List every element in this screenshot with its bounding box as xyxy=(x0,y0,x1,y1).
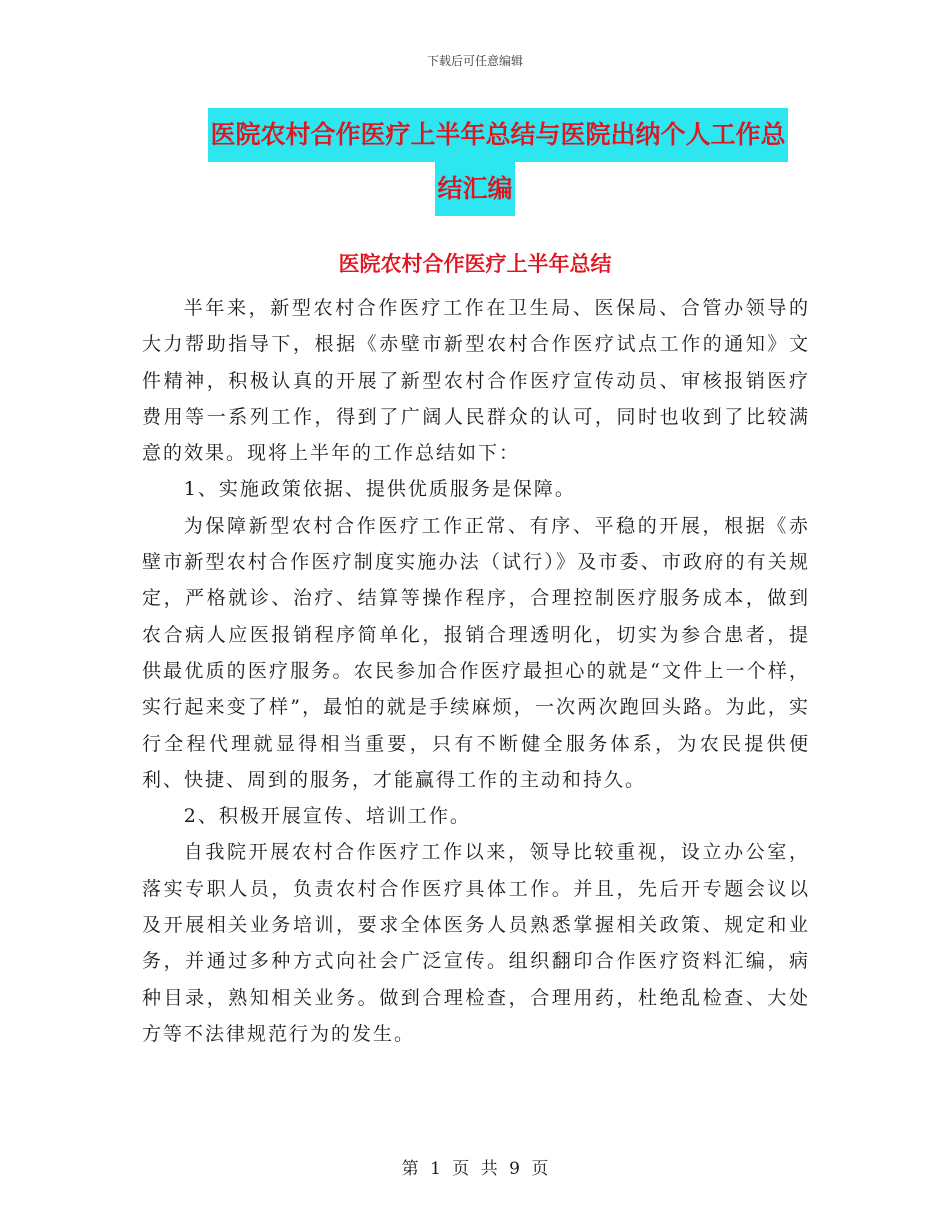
paragraph-intro: 半年来，新型农村合作医疗工作在卫生局、医保局、合管办领导的大力帮助指导下，根据《赤壁市新型农村合作医疗试点工作的通知》文件精神，积极认真的开展了新型农村合作医疗宣传动员、审核报销医疗费用等一系列工作，得到了广阔人民群众的认可，同时也收到了比较满意的效果。现将上半年的工作总结如下： xyxy=(142,297,810,465)
document-title xyxy=(0,108,950,216)
paragraph-policy: 为保障新型农村合作医疗工作正常、有序、平稳的开展，根据《赤壁市新型农村合作医疗制度实施办法（试行）》及市委、市政府的有关规定，严格就诊、治疗、结算等操作程序，合理控制医疗服务成本，做到农合病人应医报销程序简单化，报销合理透明化，切实为参合患者，提供最优质的医疗服务。农民参加合作医疗最担心的就是“文件上一个样，实行起来变了样”，最怕的就是手续麻烦，一次两次跑回头路。为此，实行全程代理就显得相当重要，只有不断健全服务体系，为农民提供便利、快捷、周到的服务，才能赢得工作的主动和持久。 xyxy=(142,514,810,791)
paragraph-training: 自我院开展农村合作医疗工作以来，领导比较重视，设立办公室，落实专职人员，负责农村合作医疗具体工作。并且，先后开专题会议以及开展相关业务培训，要求全体医务人员熟悉掌握相关政策、规定和业务，并通过多种方式向社会广泛宣传。组织翻印合作医疗资料汇编，病种目录，熟知相关业务。做到合理检查，合理用药，杜绝乱检查、大处方等不法律规范行为的发生。 xyxy=(142,841,810,1045)
header-note: 下载后可任意编辑 xyxy=(426,54,523,68)
document-title-line-2: 结汇编 xyxy=(435,162,514,216)
body-text xyxy=(142,290,810,1052)
section-title: 医院农村合作医疗上半年总结 xyxy=(338,251,612,276)
page-number-footer: 第 1 页 共 9 页 xyxy=(401,1159,549,1179)
paragraph-heading-2: 2、积极开展宣传、培训工作。 xyxy=(183,805,471,828)
paragraph-heading-1: 1、实施政策依据、提供优质服务是保障。 xyxy=(183,478,576,501)
document-title-line-1: 医院农村合作医疗上半年总结与医院出纳个人工作总 xyxy=(208,108,787,162)
